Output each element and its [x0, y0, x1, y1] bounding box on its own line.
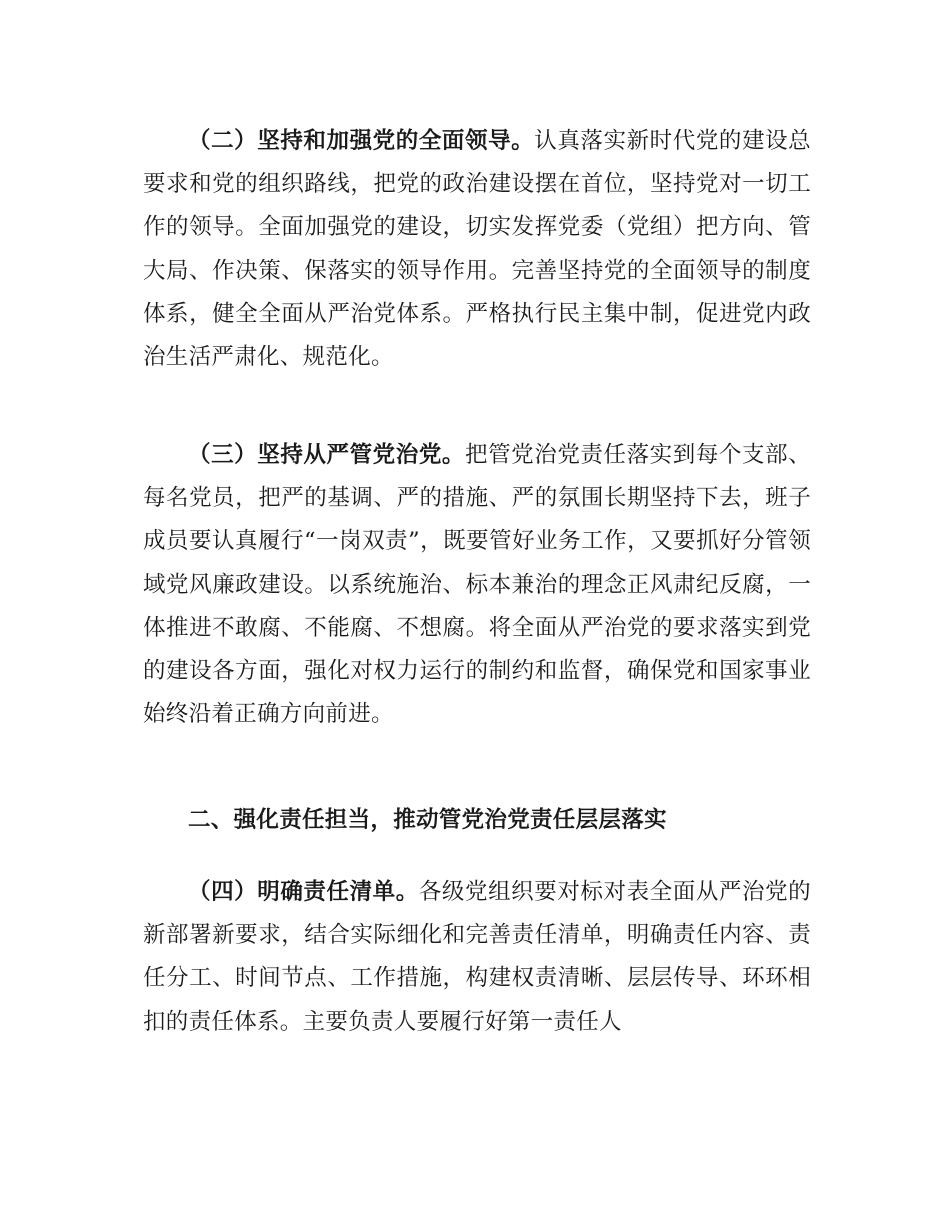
paragraph-body-text: 把管党治党责任落实到每个支部、每名党员，把严的基调、严的措施、严的氛围长期坚持下去，班子成员要认真履行“一岗双责”，既要管好业务工作，又要抓好分管领域党风廉政建设。以系统施治、标本兼治的理念正风肃纪反腐，一体推进不敢腐、不能腐、不想腐。将全面从严治党的要求落实到党的建设各方面，强化对权力运行的制约和监督，确保党和国家事业始终沿着正确方向前进。 — [143, 442, 811, 728]
paragraph-lead-heading: （四）明确责任清单。 — [188, 879, 419, 905]
paragraph-lead-heading: （二）坚持和加强党的全面领导。 — [188, 128, 535, 154]
paragraph-leadership — [143, 120, 811, 379]
paragraph-body-text: 各级党组织要对标对表全面从严治党的新部署新要求，结合实际细化和完善责任清单，明确责任内容、责任分工、时间节点、工作措施，构建权责清晰、层层传导、环环相扣的责任体系。主要负责人要履行好第一责任人 — [143, 879, 811, 1035]
section-heading: 二、强化责任担当，推动管党治党责任层层落实 — [188, 807, 667, 833]
paragraph-strict-governance — [143, 434, 811, 736]
paragraph-lead-heading: （三）坚持从严管党治党。 — [188, 442, 466, 468]
paragraph-body-text: 认真落实新时代党的建设总要求和党的组织路线，把党的政治建设摆在首位，坚持党对一切工作的领导。全面加强党的建设，切实发挥党委（党组）把方向、管大局、作决策、保落实的领导作用。完善坚持党的全面领导的制度体系，健全全面从严治党体系。严格执行民主集中制，促进党内政治生活严肃化、规范化。 — [143, 128, 811, 371]
paragraph-responsibility-list — [143, 871, 811, 1044]
